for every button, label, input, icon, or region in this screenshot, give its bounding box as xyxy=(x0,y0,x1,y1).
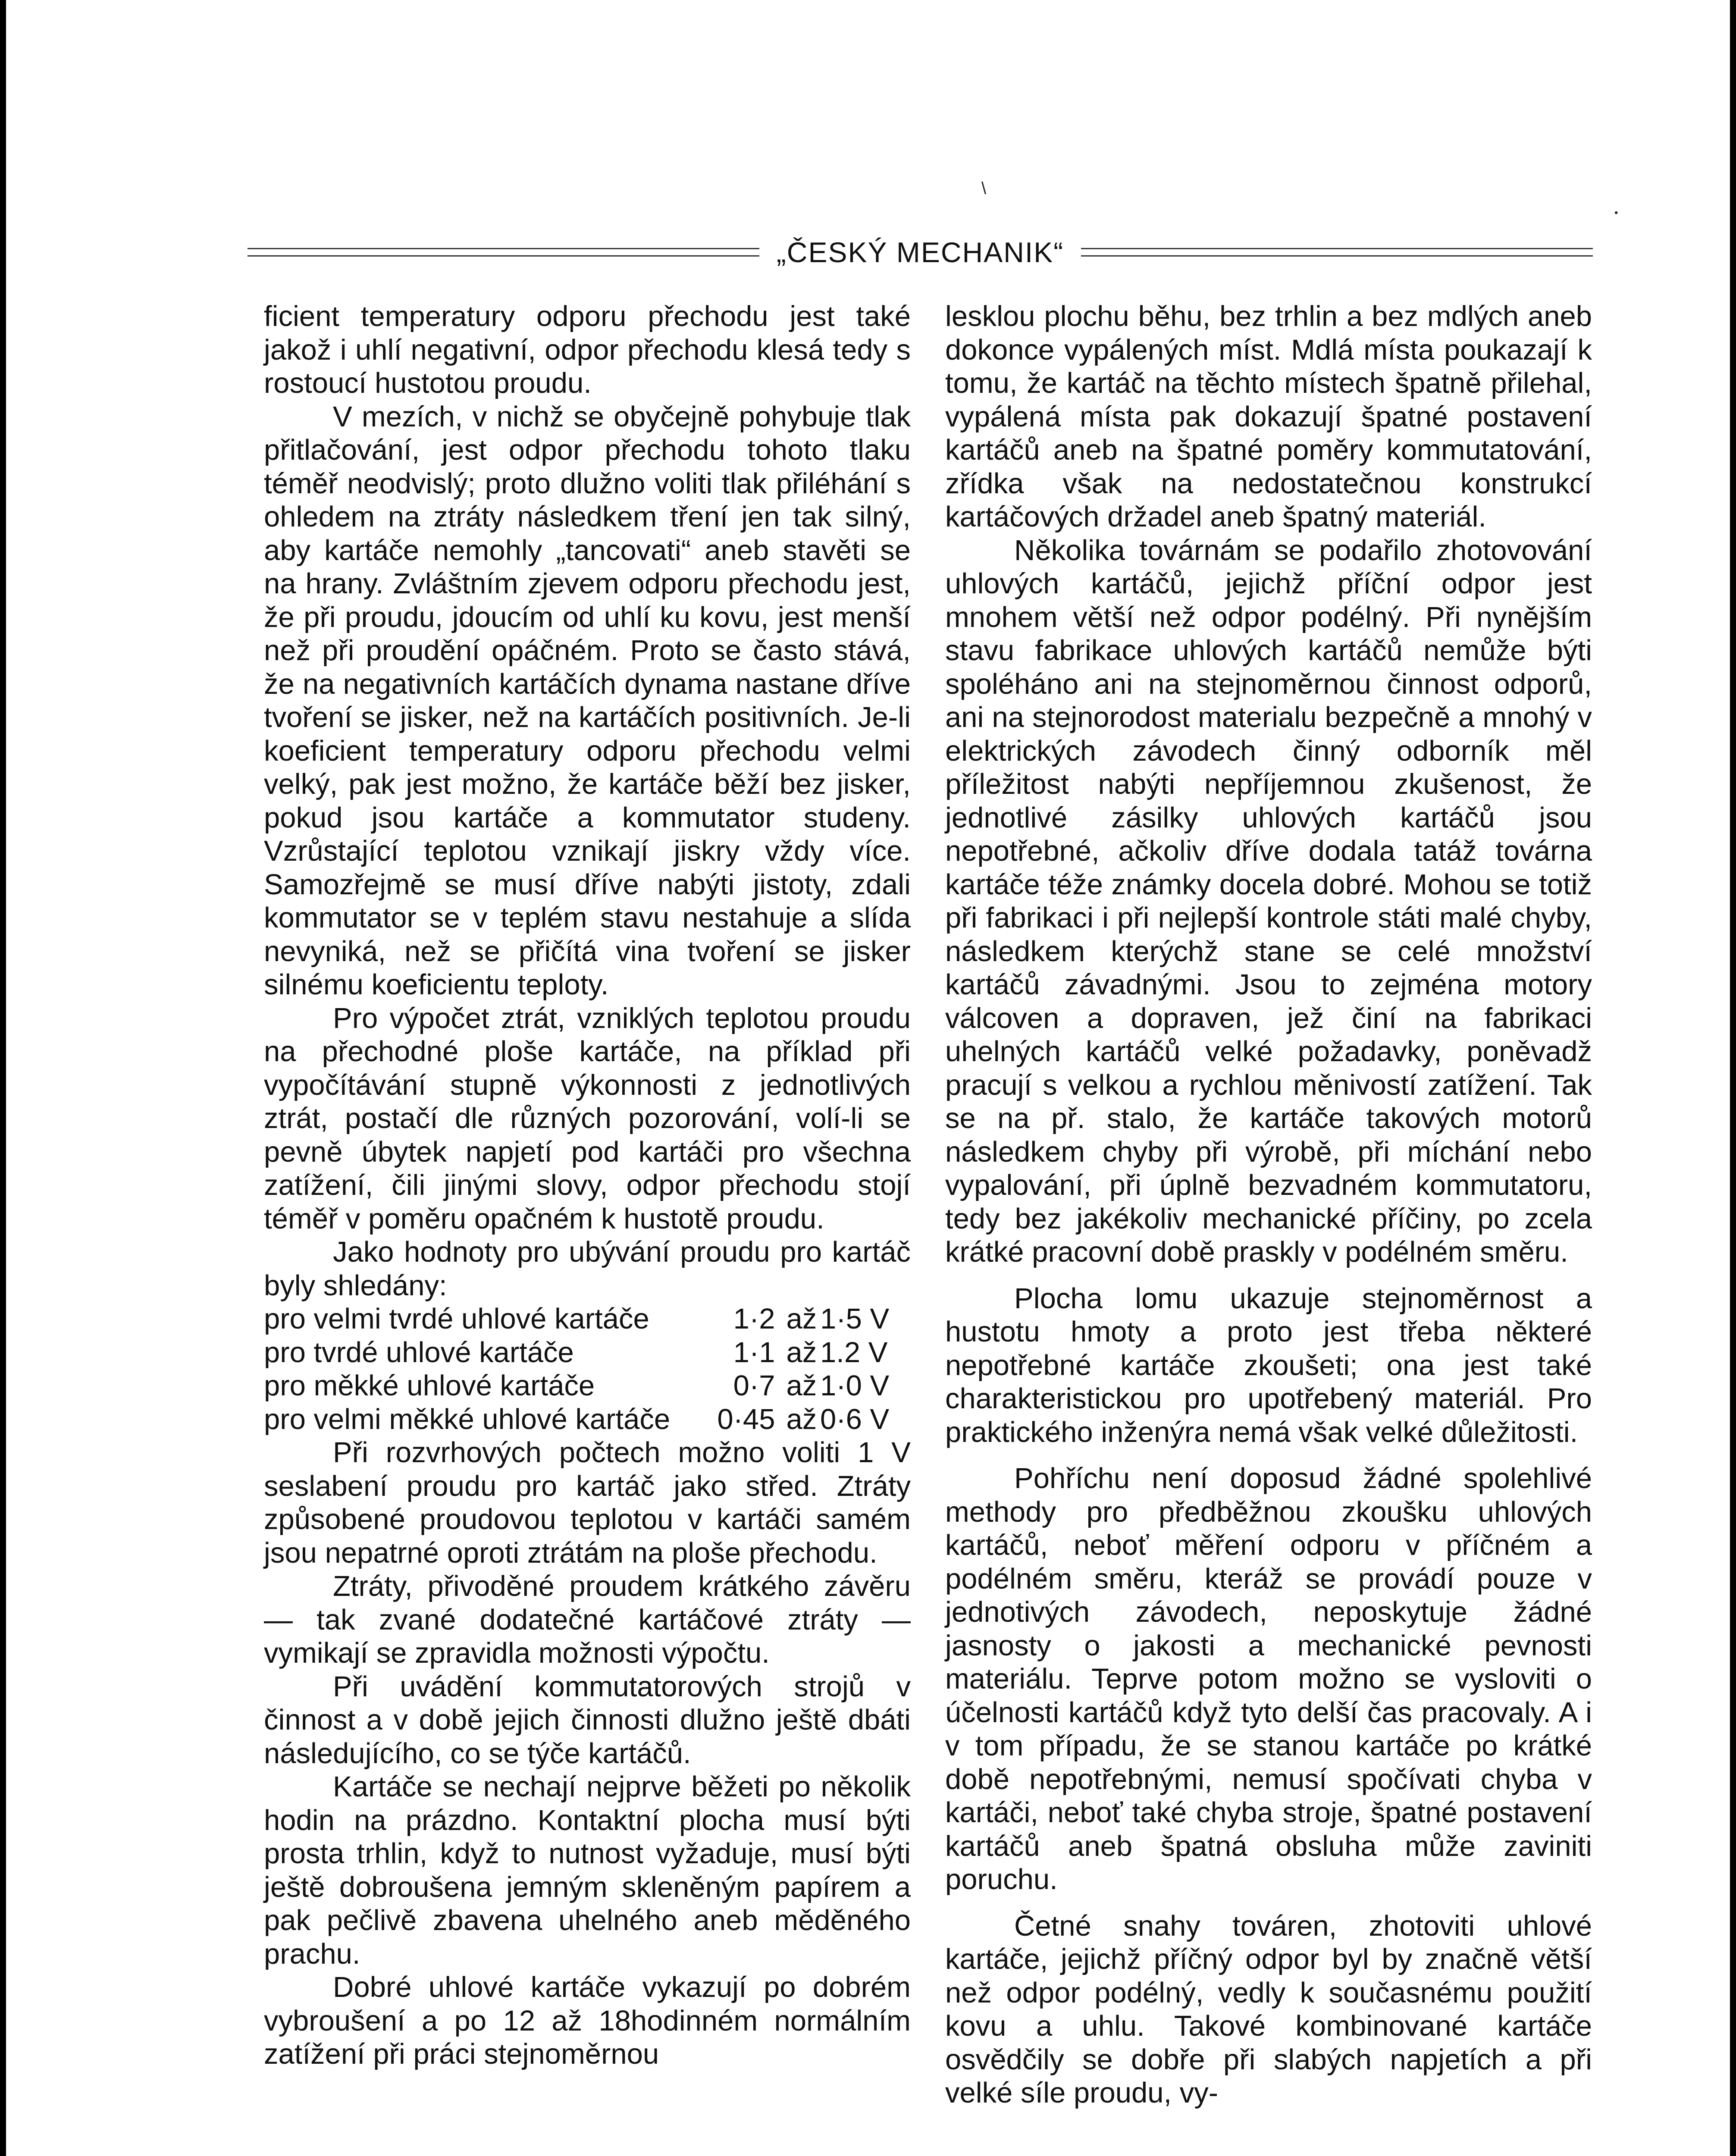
header-rule-left xyxy=(248,248,759,257)
table-row xyxy=(264,1302,911,1336)
paragraph: Dobré uhlové kartáče vykazují po dobrém vybroušení a po 12 až 18hodinném normálním zatížení při práci stejnoměrnou xyxy=(264,1971,911,2070)
brush-type: pro velmi tvrdé uhlové kartáče xyxy=(264,1303,649,1335)
drop-to: 0·6 V xyxy=(820,1403,890,1435)
journal-title: „ČESKÝ MECHANIK“ xyxy=(776,236,1064,268)
to-word: až xyxy=(786,1369,817,1402)
drop-from: 0·7 xyxy=(733,1369,775,1402)
paragraph: Několika továrnám se podařilo zhotovování uhlových kartáčů, jejichž příční odpor jest mnohem větší než odpor podélný. Při nynějším stavu fabrikace uhlových kartáčů nemůže býti spoléháno ani na stejnoměrnou činnost odporů, ani na stejnorodost materialu bezpečně a mnohý v elektrických závodech činný odborník měl příležitost nabýti nepříjemnou zkušenost, že jednotlivé zásilky uhlových kartáčů jsou nepotřebné, ačkoliv dříve dodala tatáž továrna kartáče téže známky docela dobré. Mohou se totiž při fabrikaci i při nejlepší kontrole státi malé chyby, následkem kterýchž stane se celé množství kartáčů závadnými. Jsou to zejména motory válcoven a dopraven, jež činí na fabrikaci uhelných kartáčů velké požadavky, poněvadž pracují s velkou a rychlou měnivostí zatížení. Tak se na př. stalo, že kartáče takových motorů následkem chyby při výrobě, při míchání nebo vypalování, při úplně bezvadném kommutatoru, tedy bez jakékoliv mechanické příčiny, po zcela krátké pracovní době praskly v podélném směru. xyxy=(945,534,1592,1268)
brush-type: pro tvrdé uhlové kartáče xyxy=(264,1336,574,1369)
paragraph: Pohříchu není doposud žádné spolehlivé methody pro předběžnou zkoušku uhlových kartáčů, neboť měření odporu v příčném a podélném směru, kteráž se provádí pouze v jednotivých závodech, neposkytuje žádné jasnosty o jakosti a mechanické pevnosti materiálu. Teprve potom možno se vysloviti o účelnosti kartáčů když tyto delší čas pracovaly. A i v tom případu, že se stanou kartáče po krátké době nepotřebnými, nemusí spočívati chyba v kartáči, neboť také chyba stroje, špatné postavení kartáčů aneb špatná obsluha může zaviniti poruchu. xyxy=(945,1462,1592,1896)
drop-from: 0·45 xyxy=(717,1403,775,1435)
paragraph: Kartáče se nechají nejprve běžeti po několik hodin na prázdno. Kontaktní plocha musí býti prosta trhlin, když to nutnost vyžaduje, musí býti ještě dobroušena jemným skleněným papírem a pak pečlivě zbavena uhelného aneb měděného prachu. xyxy=(264,1771,911,1970)
drop-to: 1.2 V xyxy=(820,1336,888,1369)
table-row xyxy=(264,1403,911,1436)
voltage-drop-table xyxy=(264,1302,911,1436)
table-row xyxy=(264,1336,911,1369)
drop-to: 1·0 V xyxy=(820,1369,890,1402)
brush-type: pro velmi měkké uhlové kartáče xyxy=(264,1403,671,1435)
table-row xyxy=(264,1369,911,1403)
paragraph: Jako hodnoty pro ubývání proudu pro kartáč byly shledány: xyxy=(264,1236,911,1302)
header-rule-right xyxy=(1081,248,1593,257)
brush-type: pro měkké uhlové kartáče xyxy=(264,1369,595,1402)
paragraph: Při uvádění kommutatorových strojů v činnost a v době jejich činnosti dlužno ještě dbáti následujícího, co se týče kartáčů. xyxy=(264,1670,911,1770)
paragraph: Pro výpočet ztrát, vzniklých teplotou proudu na přechodné ploše kartáče, na příklad při vypočítávání stupně výkonnosti z jednotlivých ztrát, postačí dle různých pozorování, volí-li se pevně úbytek napjetí pod kartáči pro všechna zatížení, čili jinými slovy, odpor přechodu stojí téměř v poměru opačném k hustotě proudu. xyxy=(264,1002,911,1235)
scan-speck: • xyxy=(1614,207,1618,219)
left-column xyxy=(264,300,911,2071)
paragraph: Četné snahy továren, zhotoviti uhlové kartáče, jejichž příčný odpor byl by značně větší než odpor podélný, vedly k současnému použití kovu a uhlu. Takové kombinované kartáče osvědčily se dobře při slabých napjetích a při velké síle proudu, vy- xyxy=(945,1909,1592,2109)
drop-to: 1·5 V xyxy=(820,1303,890,1335)
drop-from: 1·1 xyxy=(733,1336,775,1369)
paragraph: lesklou plochu běhu, bez trhlin a bez mdlých aneb dokonce vypálených míst. Mdlá místa poukazají k tomu, že kartáč na těchto místech špatně přilehal, vypálená místa pak dokazují špatné postavení kartáčů aneb na špatné poměry kommutatování, zřídka však na nedostatečnou konstrukcí kartáčových držadel aneb špatný materiál. xyxy=(945,300,1592,533)
right-column xyxy=(945,300,1592,2110)
paragraph: V mezích, v nichž se obyčejně pohybuje tlak přitlačování, jest odpor přechodu tohoto tlaku téměř neodvislý; proto dlužno voliti tlak přiléhání s ohledem na ztráty následkem tření jen tak silný, aby kartáče nemohly „tancovati“ aneb stavěti se na hrany. Zvláštním zjevem odporu přechodu jest, že při proudu, jdoucím od uhlí ku kovu, jest menší než při proudění opáčném. Proto se často stává, že na negativních kartáčích dynama nastane dříve tvoření se jisker, než na kartáčích positivních. Je-li koeficient temperatury odporu přechodu velmi velký, pak jest možno, že kartáče běží bez jisker, pokud jsou kartáče a kommutator studeny. Vzrůstající teplotou vznikají jiskry vždy více. Samozřejmě se musí dříve nabýti jistoty, zdali kommutator se v teplém stavu nestahuje a slída nevyniká, než se přičítá vina tvoření se jisker silnému koeficientu teploty. xyxy=(264,400,911,1001)
to-word: až xyxy=(786,1303,817,1335)
paragraph: Ztráty, přivoděné proudem krátkého závěru — tak zvané dodatečné kartáčové ztráty — vymikají se zpravidla možnosti výpočtu. xyxy=(264,1570,911,1669)
paragraph: Při rozvrhových počtech možno voliti 1 V seslabení proudu pro kartáč jako střed. Ztráty způsobené proudovou teplotou v kartáči samém jsou nepatrné oproti ztrátám na ploše přechodu. xyxy=(264,1436,911,1569)
to-word: až xyxy=(786,1403,817,1435)
paragraph: Plocha lomu ukazuje stejnoměrnost a hustotu hmoty a proto jest třeba některé nepotřebné kartáče zkoušeti; ona jest také charakteristickou pro upotřebený materiál. Pro praktického inženýra nemá však velké důležitosti. xyxy=(945,1282,1592,1448)
to-word: až xyxy=(786,1336,817,1369)
paragraph: ficient temperatury odporu přechodu jest také jakož i uhlí negativní, odpor přechodu klesá tedy s rostoucí hustotou proudu. xyxy=(264,300,911,399)
running-header xyxy=(248,235,1593,270)
drop-from: 1·2 xyxy=(733,1303,775,1335)
scan-speck: \ xyxy=(981,179,987,198)
